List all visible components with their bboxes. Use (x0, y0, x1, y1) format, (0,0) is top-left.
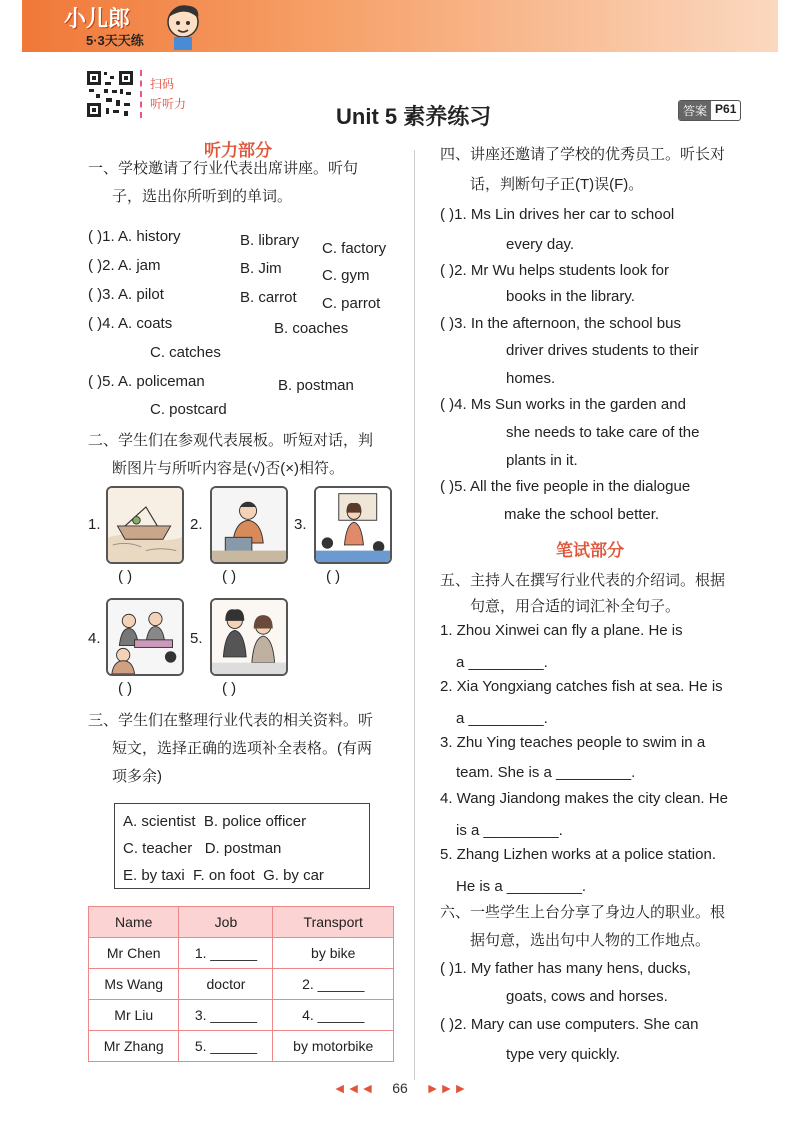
q1-5: ( )5. A. policeman (88, 373, 205, 390)
scan-text: 扫码 (150, 77, 175, 91)
q4-4: ( )4. Ms Sun works in the garden and (440, 396, 686, 413)
pic-answer-2[interactable]: ( ) (222, 568, 237, 585)
writing-heading: 笔试部分 (556, 541, 624, 560)
table-cell-blank[interactable]: 2. ______ (273, 969, 394, 1000)
q4-5: ( )5. All the five people in the dialogue (440, 478, 691, 495)
q5-1-blank[interactable]: a _________. (456, 654, 548, 671)
table-cell: by motorbike (273, 1031, 394, 1062)
section2-title2: 断图片与所听内容是(√)否(×)相符。 (112, 460, 344, 477)
table-header: Transport (273, 907, 394, 938)
q4-4-cont: she needs to take care of the (506, 424, 700, 441)
q5-1: 1. Zhou Xinwei can fly a plane. He is (440, 622, 683, 639)
pic-num-3: 3. (294, 516, 307, 533)
table-header: Name (89, 907, 179, 938)
q4-2-cont: books in the library. (506, 288, 635, 305)
table-row (89, 1000, 394, 1031)
pic-num-1: 1. (88, 516, 101, 533)
q1-3: ( )3. A. pilot (88, 286, 164, 303)
q1-5-c: C. postcard (150, 401, 227, 418)
answer-badge[interactable] (678, 100, 741, 121)
section3-title2: 短文，选择正确的选项补全表格。(有两 (112, 740, 372, 757)
section4-title: 四、讲座还邀请了学校的优秀员工。听长对 (440, 146, 726, 163)
q4-3: ( )3. In the afternoon, the school bus (440, 315, 681, 332)
brand-subtitle: 5·3天天练 (86, 33, 144, 48)
people-talking-image (210, 598, 288, 676)
q5-3: 3. Zhu Ying teaches people to swim in a (440, 734, 706, 751)
section1-title: 一、学校邀请了行业代表出席讲座。听句 (88, 160, 359, 177)
q1-1-b: B. library (240, 232, 300, 249)
q5-4: 4. Wang Jiandong makes the city clean. He (440, 790, 728, 807)
q1-5-b: B. postman (278, 377, 354, 394)
options-line-1: A. scientist B. police officer (123, 813, 307, 830)
q5-2: 2. Xia Yongxiang catches fish at sea. He is (440, 678, 723, 695)
q4-1: ( )1. Ms Lin drives her car to school (440, 206, 675, 223)
fishing-boat-image (106, 486, 184, 564)
options-line-2: C. teacher D. postman (123, 840, 282, 857)
table-row (89, 1031, 394, 1062)
q4-3-cont2: homes. (506, 370, 556, 387)
meeting-image (106, 598, 184, 676)
qr-code-icon[interactable] (86, 70, 134, 118)
q6-1: ( )1. My father has many hens, ducks, (440, 960, 691, 977)
q6-1-cont: goats, cows and horses. (506, 988, 668, 1005)
table-cell: doctor (179, 969, 273, 1000)
q4-4-cont2: plants in it. (506, 452, 578, 469)
table-row (89, 969, 394, 1000)
pic-num-5: 5. (190, 630, 203, 647)
table-cell: Mr Zhang (89, 1031, 179, 1062)
table-cell-blank[interactable]: 3. ______ (179, 1000, 273, 1031)
listen-text: 听听力 (150, 97, 187, 111)
options-line-3: E. by taxi F. on foot G. by car (123, 867, 324, 884)
q4-3-cont: driver drives students to their (506, 342, 699, 359)
q6-2: ( )2. Mary can use computers. She can (440, 1016, 699, 1033)
table-row (89, 938, 394, 969)
q1-2: ( )2. A. jam (88, 257, 161, 274)
scan-label (140, 70, 186, 118)
q5-5-blank[interactable]: He is a _________. (456, 878, 587, 895)
section5-title2: 句意，用合适的词汇补全句子。 (470, 598, 681, 615)
brand-logo: 小儿郎 (64, 6, 131, 31)
next-arrows-icon: ►►► (425, 1080, 468, 1096)
q6-2-cont: type very quickly. (506, 1046, 620, 1063)
section5-title: 五、主持人在撰写行业代表的介绍词。根据 (440, 572, 726, 589)
q4-2: ( )2. Mr Wu helps students look for (440, 262, 669, 279)
page-number (0, 1080, 800, 1096)
mascot-icon (160, 0, 206, 50)
section2-title: 二、学生们在参观代表展板。听短对话，判 (88, 432, 374, 449)
table-cell: by bike (273, 938, 394, 969)
table-cell-blank[interactable]: 4. ______ (273, 1000, 394, 1031)
pic-answer-1[interactable]: ( ) (118, 568, 133, 585)
office-worker-image (210, 486, 288, 564)
pic-answer-3[interactable]: ( ) (326, 568, 341, 585)
q4-5-cont: make the school better. (504, 506, 660, 523)
pic-answer-5[interactable]: ( ) (222, 680, 237, 697)
q5-5: 5. Zhang Lizhen works at a police station. (440, 846, 716, 863)
q1-4-b: B. coaches (274, 320, 349, 337)
listening-heading: 听力部分 (204, 141, 272, 160)
options-box (114, 803, 370, 889)
q5-3-blank[interactable]: team. She is a _________. (456, 764, 636, 781)
q1-3-c: C. parrot (322, 295, 381, 312)
table-cell: Mr Liu (89, 1000, 179, 1031)
answer-label: 答案 (679, 101, 711, 120)
pic-answer-4[interactable]: ( ) (118, 680, 133, 697)
section6-title2: 据句意，选出句中人物的工作地点。 (470, 932, 711, 949)
info-table (88, 906, 394, 1062)
q1-3-b: B. carrot (240, 289, 297, 306)
pic-num-2: 2. (190, 516, 203, 533)
table-cell: Ms Wang (89, 969, 179, 1000)
table-header: Job (179, 907, 273, 938)
table-cell: Mr Chen (89, 938, 179, 969)
q1-4-c: C. catches (150, 344, 221, 361)
q1-1-c: C. factory (322, 240, 387, 257)
q5-2-blank[interactable]: a _________. (456, 710, 548, 727)
prev-arrows-icon: ◄◄◄ (332, 1080, 375, 1096)
section3-title3: 项多余) (112, 768, 162, 785)
section1-title2: 子，选出你所听到的单词。 (112, 188, 293, 205)
teacher-classroom-image (314, 486, 392, 564)
answer-page: P61 (715, 102, 737, 116)
q5-4-blank[interactable]: is a _________. (456, 822, 563, 839)
table-cell-blank[interactable]: 1. ______ (179, 938, 273, 969)
section4-title2: 话，判断句子正(T)误(F)。 (470, 176, 644, 193)
q4-1-cont: every day. (506, 236, 575, 253)
page-number-text: 66 (392, 1080, 408, 1096)
q1-1: ( )1. A. history (88, 228, 181, 245)
section6-title: 六、一些学生上台分享了身边人的职业。根 (440, 904, 726, 921)
q1-4: ( )4. A. coats (88, 315, 173, 332)
q1-2-c: C. gym (322, 267, 370, 284)
section3-title: 三、学生们在整理行业代表的相关资料。听 (88, 712, 374, 729)
page-title: Unit 5 素养练习 (336, 104, 492, 129)
column-divider (414, 150, 415, 1080)
table-cell-blank[interactable]: 5. ______ (179, 1031, 273, 1062)
pic-num-4: 4. (88, 630, 101, 647)
q1-2-b: B. Jim (240, 260, 282, 277)
